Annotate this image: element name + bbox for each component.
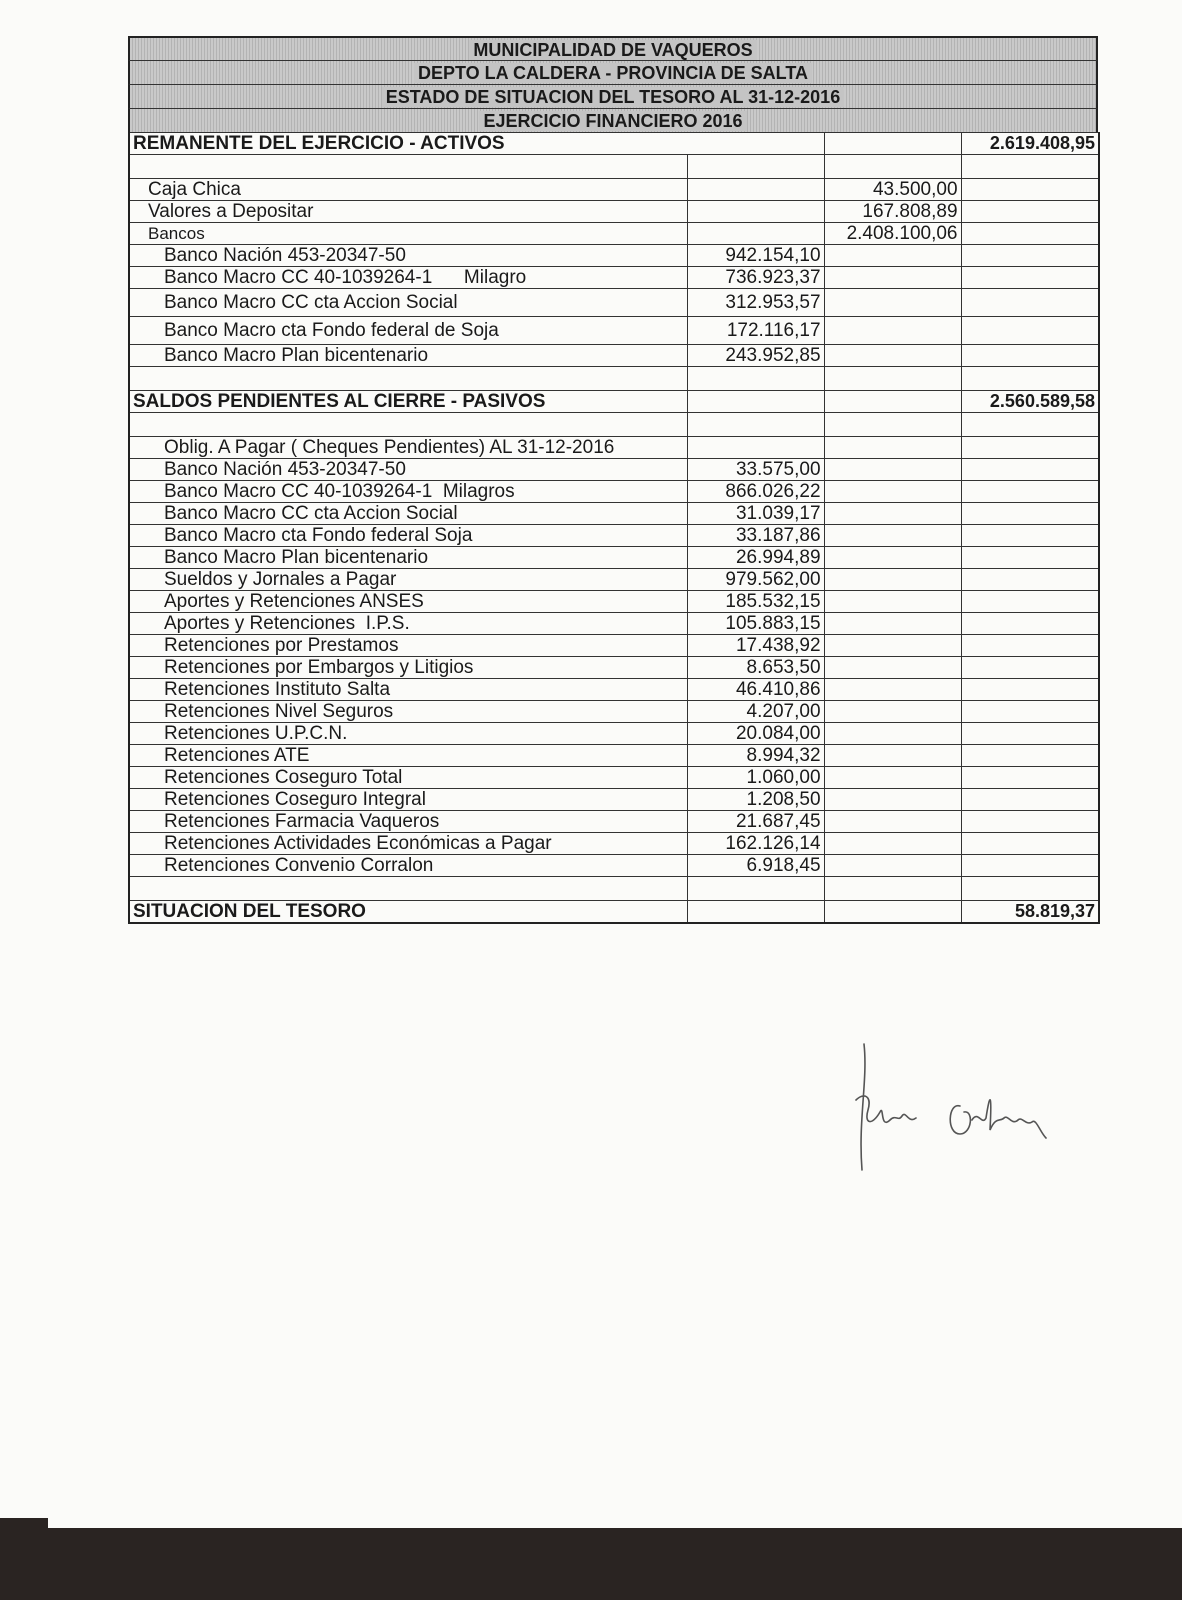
header-fiscal-year: EJERCICIO FINANCIERO 2016	[128, 108, 1098, 132]
liability-row	[129, 657, 1099, 679]
header-municipality: MUNICIPALIDAD DE VAQUEROS	[128, 36, 1098, 60]
pasivos-section-row	[129, 391, 1099, 413]
activos-section-row	[129, 133, 1099, 155]
bank-item-label: Banco Macro cta Fondo federal de Soja	[129, 317, 687, 345]
liability-row	[129, 855, 1099, 877]
liability-label: Banco Macro CC 40-1039264-1 Milagros	[129, 481, 687, 503]
caja-chica-row	[129, 179, 1099, 201]
activos-total: 2.619.408,95	[961, 133, 1099, 155]
liability-label: Retenciones U.P.C.N.	[129, 723, 687, 745]
bank-item-label: Banco Nación 453-20347-50	[129, 245, 687, 267]
liability-label: Retenciones Coseguro Integral	[129, 789, 687, 811]
bank-item-row	[129, 267, 1099, 289]
liability-row	[129, 591, 1099, 613]
liability-value: 26.994,89	[687, 547, 824, 569]
liability-label: Retenciones por Embargos y Litigios	[129, 657, 687, 679]
liability-value: 8.653,50	[687, 657, 824, 679]
valores-label: Valores a Depositar	[129, 201, 687, 223]
liability-row	[129, 833, 1099, 855]
header-department: DEPTO LA CALDERA - PROVINCIA DE SALTA	[128, 60, 1098, 84]
oblig-label: Oblig. A Pagar ( Cheques Pendientes) AL 31-12-2016	[129, 437, 687, 459]
liability-label: Banco Macro Plan bicentenario	[129, 547, 687, 569]
liability-row	[129, 459, 1099, 481]
blank-row	[129, 877, 1099, 901]
bancos-value: 2.408.100,06	[824, 223, 961, 245]
bank-item-value: 942.154,10	[687, 245, 824, 267]
liability-value: 33.187,86	[687, 525, 824, 547]
liability-row	[129, 503, 1099, 525]
liability-label: Retenciones Coseguro Total	[129, 767, 687, 789]
liability-row	[129, 569, 1099, 591]
liability-value: 162.126,14	[687, 833, 824, 855]
blank-row	[129, 367, 1099, 391]
liability-row	[129, 745, 1099, 767]
bank-item-value: 736.923,37	[687, 267, 824, 289]
blank-row	[129, 413, 1099, 437]
liability-row	[129, 679, 1099, 701]
bancos-row	[129, 223, 1099, 245]
liability-label: Banco Macro CC cta Accion Social	[129, 503, 687, 525]
bancos-label: Bancos	[129, 223, 687, 245]
financial-statement	[128, 36, 1100, 924]
liability-row	[129, 723, 1099, 745]
valores-value: 167.808,89	[824, 201, 961, 223]
liability-value: 1.208,50	[687, 789, 824, 811]
liability-value: 866.026,22	[687, 481, 824, 503]
valores-row	[129, 201, 1099, 223]
liability-label: Aportes y Retenciones ANSES	[129, 591, 687, 613]
liability-value: 4.207,00	[687, 701, 824, 723]
bank-item-row	[129, 289, 1099, 317]
liability-row	[129, 767, 1099, 789]
liability-label: Retenciones Actividades Económicas a Pagar	[129, 833, 687, 855]
liability-value: 46.410,86	[687, 679, 824, 701]
liability-label: Retenciones Nivel Seguros	[129, 701, 687, 723]
bank-item-label: Banco Macro CC cta Accion Social	[129, 289, 687, 317]
situacion-row	[129, 901, 1099, 924]
blank-row	[129, 155, 1099, 179]
liability-label: Retenciones por Prestamos	[129, 635, 687, 657]
pasivos-total: 2.560.589,58	[961, 391, 1099, 413]
bank-item-row	[129, 317, 1099, 345]
liability-value: 979.562,00	[687, 569, 824, 591]
liability-label: Retenciones Instituto Salta	[129, 679, 687, 701]
liability-value: 31.039,17	[687, 503, 824, 525]
situacion-title: SITUACION DEL TESORO	[129, 901, 687, 924]
bank-item-value: 172.116,17	[687, 317, 824, 345]
liability-value: 185.532,15	[687, 591, 824, 613]
liability-row	[129, 635, 1099, 657]
liability-row	[129, 789, 1099, 811]
liability-label: Retenciones Farmacia Vaqueros	[129, 811, 687, 833]
caja-chica-value: 43.500,00	[824, 179, 961, 201]
caja-chica-label: Caja Chica	[129, 179, 687, 201]
liability-row	[129, 811, 1099, 833]
oblig-row	[129, 437, 1099, 459]
liability-row	[129, 701, 1099, 723]
activos-title: REMANENTE DEL EJERCICIO - ACTIVOS	[129, 133, 824, 155]
bank-item-value: 243.952,85	[687, 345, 824, 367]
bank-item-value: 312.953,57	[687, 289, 824, 317]
header-statement-title: ESTADO DE SITUACION DEL TESORO AL 31-12-2016	[128, 84, 1098, 108]
bank-item-row	[129, 245, 1099, 267]
liability-row	[129, 481, 1099, 503]
scan-edge	[0, 1528, 1182, 1600]
liability-label: Aportes y Retenciones I.P.S.	[129, 613, 687, 635]
situacion-total: 58.819,37	[961, 901, 1099, 924]
liability-value: 1.060,00	[687, 767, 824, 789]
liability-value: 33.575,00	[687, 459, 824, 481]
bank-item-label: Banco Macro Plan bicentenario	[129, 345, 687, 367]
liability-value: 6.918,45	[687, 855, 824, 877]
liability-label: Retenciones Convenio Corralon	[129, 855, 687, 877]
liability-value: 20.084,00	[687, 723, 824, 745]
signature	[850, 1040, 1060, 1180]
liability-label: Banco Nación 453-20347-50	[129, 459, 687, 481]
liability-row	[129, 547, 1099, 569]
liability-value: 105.883,15	[687, 613, 824, 635]
bank-item-row	[129, 345, 1099, 367]
liability-value: 21.687,45	[687, 811, 824, 833]
statement-table	[128, 132, 1100, 924]
liability-row	[129, 525, 1099, 547]
liability-label: Banco Macro cta Fondo federal Soja	[129, 525, 687, 547]
bank-item-label: Banco Macro CC 40-1039264-1 Milagro	[129, 267, 687, 289]
liability-label: Retenciones ATE	[129, 745, 687, 767]
liability-row	[129, 613, 1099, 635]
liability-value: 17.438,92	[687, 635, 824, 657]
pasivos-title: SALDOS PENDIENTES AL CIERRE - PASIVOS	[129, 391, 687, 413]
liability-value: 8.994,32	[687, 745, 824, 767]
liability-label: Sueldos y Jornales a Pagar	[129, 569, 687, 591]
